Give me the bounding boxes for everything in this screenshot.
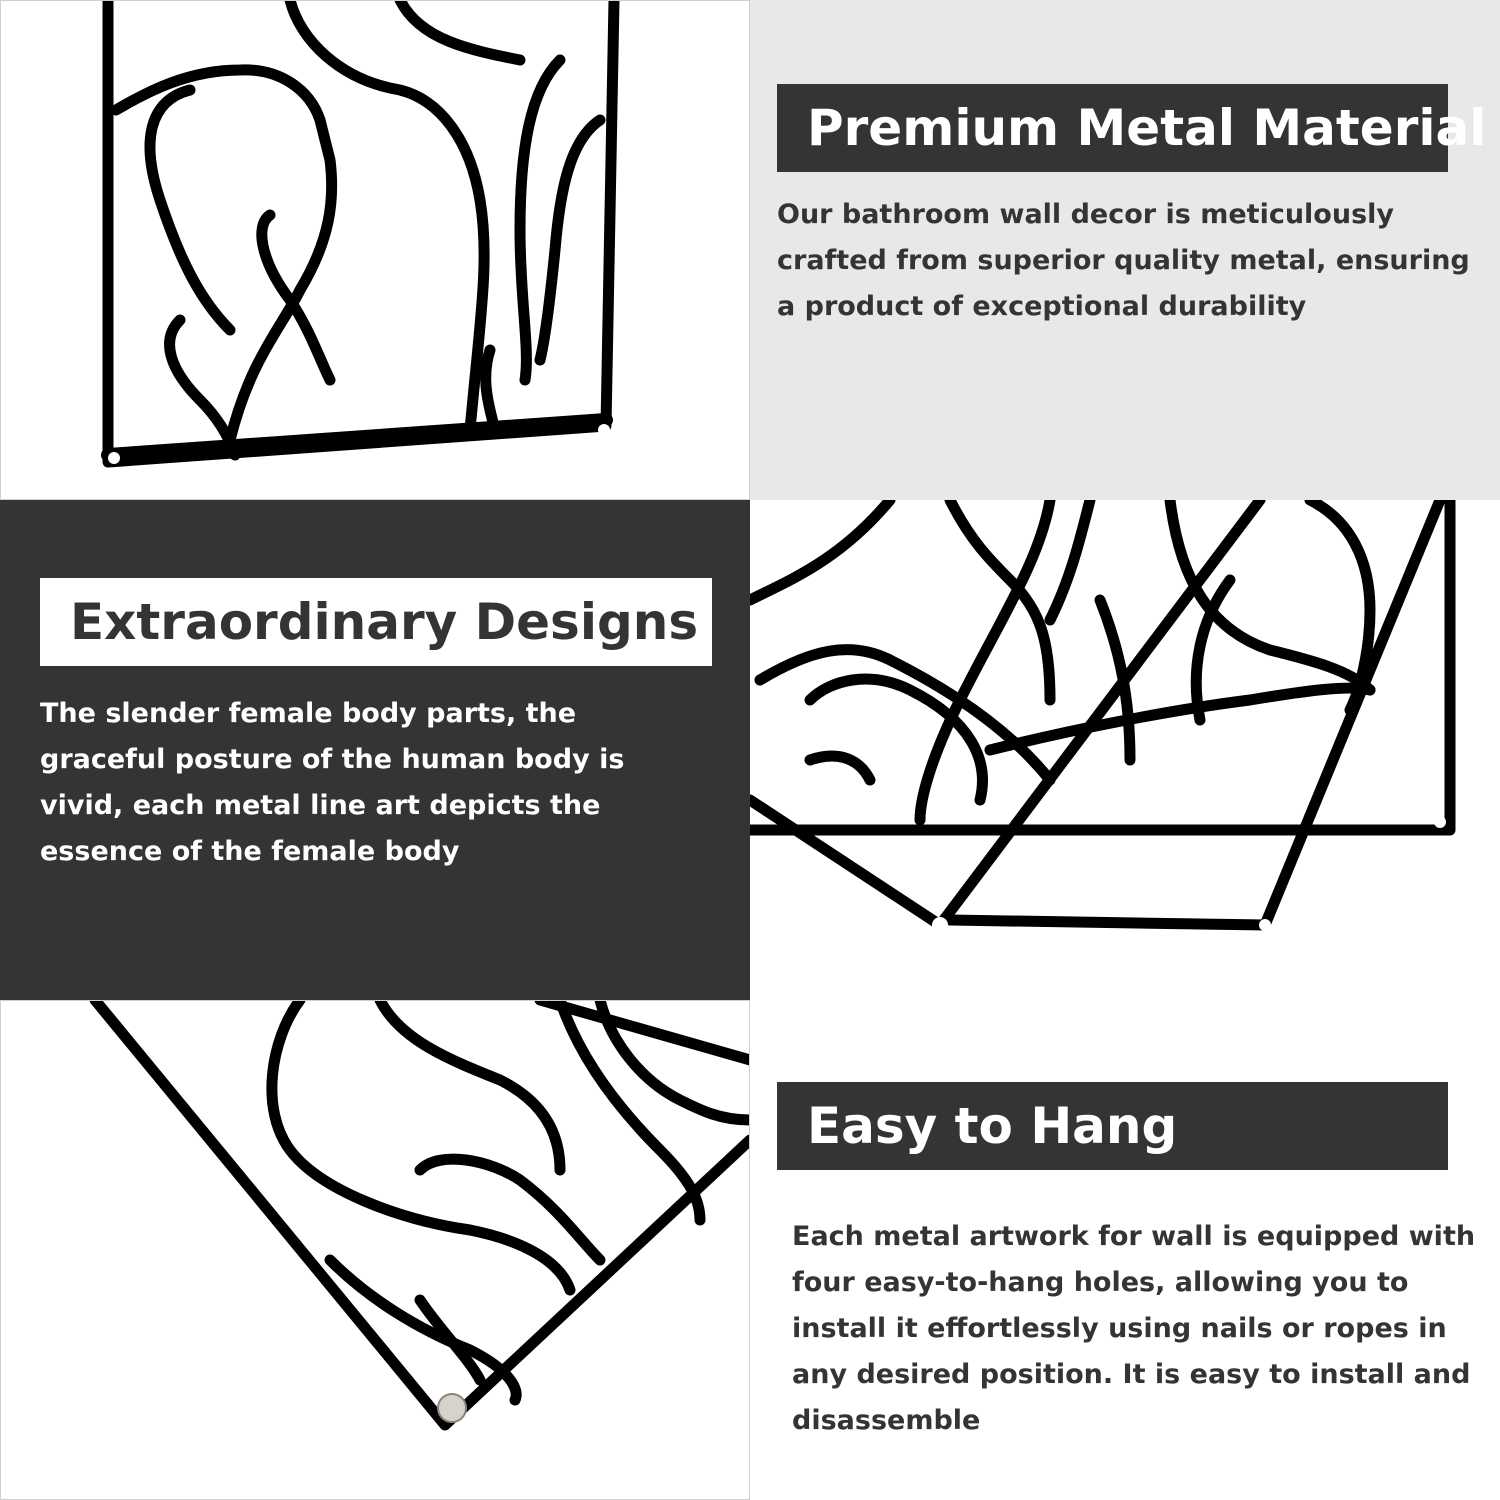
panel-easy-to-hang bbox=[750, 1000, 1500, 1500]
panel-title-designs: Extraordinary Designs bbox=[40, 578, 712, 666]
screw-icon bbox=[438, 1394, 466, 1422]
line-art-torso-image bbox=[0, 0, 750, 500]
art-image-torso bbox=[0, 0, 750, 500]
art-image-frames bbox=[750, 500, 1500, 1000]
line-art-frames-image bbox=[750, 500, 1500, 1000]
line-art-corner-image bbox=[0, 1000, 750, 1500]
panel-title-material: Premium Metal Material bbox=[777, 84, 1448, 172]
panel-text-material: Our bathroom wall decor is meticulously crafted from superior quality metal, ensuring a product of exceptional durability bbox=[777, 199, 1470, 322]
panel-premium-material bbox=[750, 0, 1500, 500]
panel-title-hang: Easy to Hang bbox=[777, 1082, 1448, 1170]
panel-text-designs: The slender female body parts, the graceful posture of the human body is vivid, each metal line art depicts the essence of the female body bbox=[40, 698, 625, 867]
panel-text-hang: Each metal artwork for wall is equipped with four easy-to-hang holes, allowing you to install it effortlessly using nails or ropes in any desired position. It is easy to install and disassemble bbox=[792, 1221, 1476, 1436]
panel-extraordinary-designs bbox=[0, 500, 750, 1000]
art-image-corner bbox=[0, 1000, 750, 1500]
